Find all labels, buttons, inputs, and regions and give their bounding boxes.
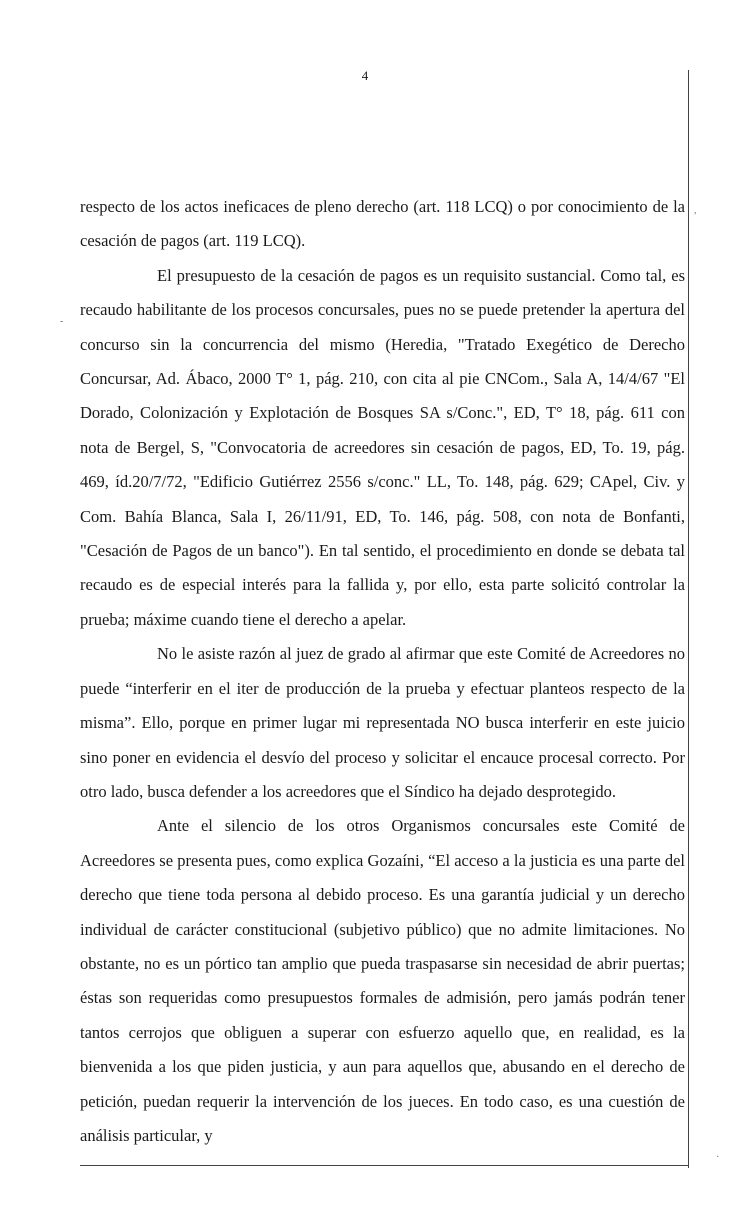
paragraph: No le asiste razón al juez de grado al afirmar que este Comité de Acreedores no puede “interferir en el iter de producción de la prueba y efectuar planteos respecto de la misma”. Ello, porque en primer lugar mi representada NO busca interferir en este juicio sino poner en evidencia el desvío del proceso y solicitar el encauce procesal correcto. Por otro lado, busca defender a los acreedores que el Síndico ha dejado desprotegido. — [80, 644, 685, 801]
page-number: 4 — [361, 68, 369, 83]
scan-mark: - — [60, 316, 64, 327]
paragraph: Ante el silencio de los otros Organismos concursales este Comité de Acreedores se presenta pues, como explica Gozaíni, “El acceso a la justicia es una parte del derecho que tiene toda persona al debido proceso. Es una garantía judicial y un derecho individual de carácter constitucional (subjetivo público) que no admite limitaciones. No obstante, no es un pórtico tan amplio que pueda traspasarse sin necesidad de abrir puertas; éstas son requeridas como presupuestos formales de admisión, pero jamás podrán tener tantos cerrojos que obliguen a superar con esfuerzo aquello que, en realidad, es la bienvenida a los que piden justicia, y aun para aquellos que, abusando en el derecho de petición, puedan requerir la intervención de los jueces. En todo caso, es una cuestión de análisis particular, y — [80, 816, 685, 1145]
paragraph: El presupuesto de la cesación de pagos es un requisito sustancial. Como tal, es recaudo habilitante de los procesos concursales, pues no se puede pretender la apertura del concurso sin la concurrencia del mismo (Heredia, "Tratado Exegético de Derecho Concursar, Ad. Ábaco, 2000 T° 1, pág. 210, con cita al pie CNCom., Sala A, 14/4/67 "El Dorado, Colonización y Explotación de Bosques SA s/Conc.", ED, T° 18, pág. 611 con nota de Bergel, S, "Convocatoria de acreedores sin cesación de pagos, ED, To. 19, pág. 469, íd.20/7/72, "Edificio Gutiérrez 2556 s/conc." LL, To. 148, pág. 629; CApel, Civ. y Com. Bahía Blanca, Sala I, 26/11/91, ED, To. 146, pág. 508, con nota de Bonfanti, "Cesación de Pagos de un banco"). En tal sentido, el procedimiento en donde se debata tal recaudo es de especial interés para la fallida y, por ello, esta parte solicitó controlar la prueba; máxime cuando tiene el derecho a apelar. — [80, 265, 685, 629]
right-margin-rule — [688, 70, 689, 1168]
scan-mark: , — [694, 205, 697, 216]
bottom-margin-rule — [80, 1165, 689, 1166]
paragraph: respecto de los actos ineficaces de pleno derecho (art. 118 LCQ) o por conocimiento de la cesación de pagos (art. 119 LCQ). — [80, 197, 685, 251]
scan-mark: · — [716, 1152, 720, 1163]
document-body — [80, 190, 685, 1153]
